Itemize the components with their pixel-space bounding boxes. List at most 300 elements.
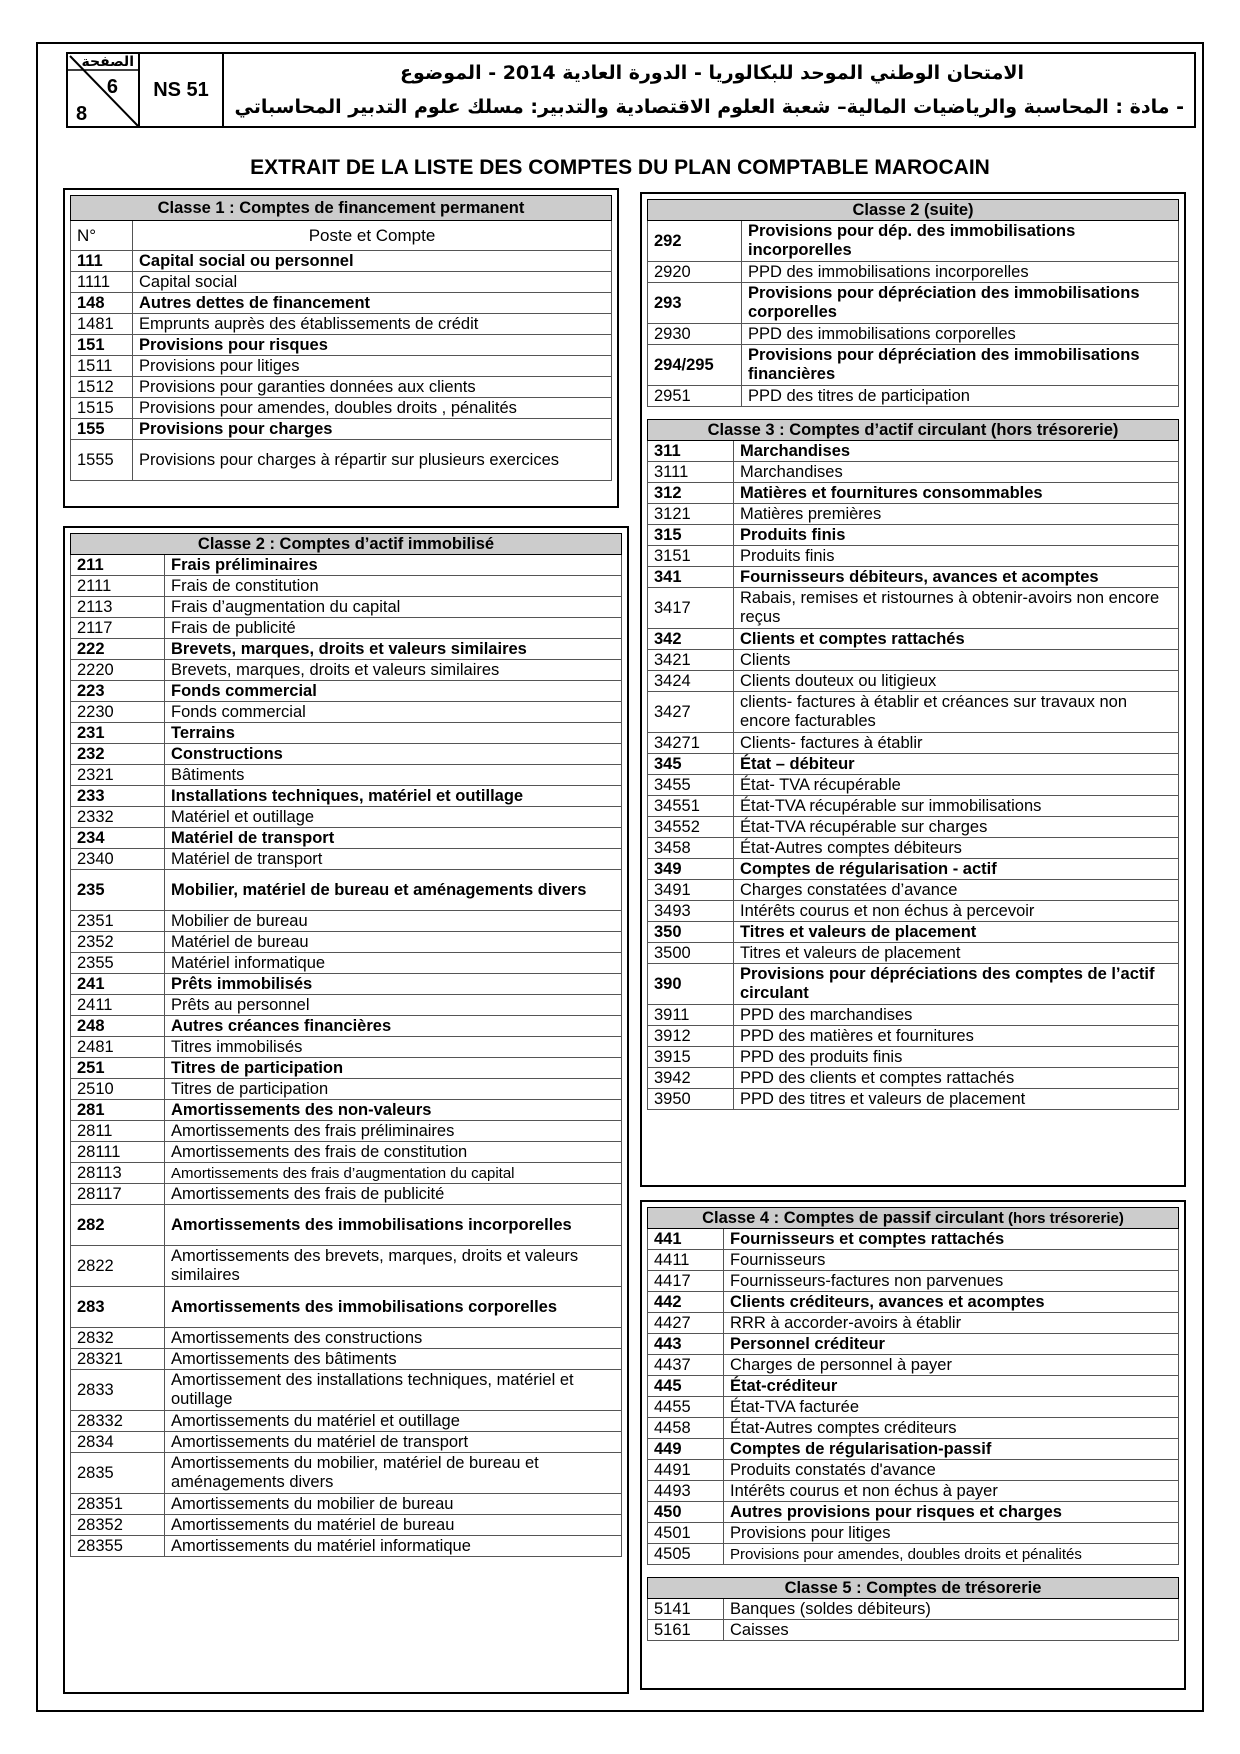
account-row	[71, 974, 622, 995]
account-row	[648, 221, 1179, 262]
account-number: 2834	[71, 1432, 165, 1453]
account-number: 1515	[71, 398, 133, 419]
account-number: 311	[648, 441, 734, 462]
account-number: 234	[71, 828, 165, 849]
account-label: Autres provisions pour risques et charges	[724, 1502, 1179, 1523]
account-row	[71, 576, 622, 597]
classe4-5-section	[640, 1200, 1186, 1690]
classe5-caption: Classe 5 : Comptes de trésorerie	[648, 1578, 1179, 1599]
account-label: Banques (soldes débiteurs)	[724, 1599, 1179, 1620]
account-number: 2811	[71, 1121, 165, 1142]
account-label: Emprunts auprès des établissements de crédit	[133, 314, 612, 335]
account-label: Amortissements des brevets, marques, droits et valeurs similaires	[165, 1246, 622, 1287]
page-label: الصفحة	[81, 54, 134, 70]
account-row	[648, 629, 1179, 650]
account-label: Frais d’augmentation du capital	[165, 597, 622, 618]
account-row	[648, 345, 1179, 386]
account-row	[648, 775, 1179, 796]
account-row	[71, 786, 622, 807]
account-label: Brevets, marques, droits et valeurs similaires	[165, 639, 622, 660]
account-number: 3421	[648, 650, 734, 671]
account-row	[71, 1453, 622, 1494]
account-row	[648, 1418, 1179, 1439]
account-row	[648, 1005, 1179, 1026]
account-label: Matériel informatique	[165, 953, 622, 974]
account-row	[71, 398, 612, 419]
account-row	[648, 1544, 1179, 1565]
account-number: 3912	[648, 1026, 734, 1047]
account-number: 4417	[648, 1271, 724, 1292]
account-row	[71, 932, 622, 953]
account-label: Clients	[734, 650, 1179, 671]
exam-title-line: الامتحان الوطني الموحد للبكالوريا - الدورة العادية 2014 - الموضوع	[400, 62, 1024, 84]
exam-subject-line: - مادة : المحاسبة والرياضيات المالية– شعبة العلوم الاقتصادية والتدبير: مسلك علوم التدبير المحاسباتي	[234, 96, 1184, 118]
account-row	[648, 838, 1179, 859]
account-number: 4427	[648, 1313, 724, 1334]
account-label: Provisions pour dép. des immobilisations incorporelles	[742, 221, 1179, 262]
account-row	[71, 1349, 622, 1370]
account-label: Provisions pour garanties données aux clients	[133, 377, 612, 398]
account-row	[648, 462, 1179, 483]
account-row	[71, 1163, 622, 1184]
account-label: Clients créditeurs, avances et acomptes	[724, 1292, 1179, 1313]
account-label: Fournisseurs	[724, 1250, 1179, 1271]
account-label: Capital social ou personnel	[133, 251, 612, 272]
account-number: 3493	[648, 901, 734, 922]
account-number: 1512	[71, 377, 133, 398]
account-number: 450	[648, 1502, 724, 1523]
account-row	[648, 1313, 1179, 1334]
account-number: 155	[71, 419, 133, 440]
classe4-table	[647, 1207, 1179, 1565]
account-number: 315	[648, 525, 734, 546]
account-row	[648, 964, 1179, 1005]
account-row	[71, 702, 622, 723]
account-label: Intérêts courus et non échus à percevoir	[734, 901, 1179, 922]
account-label: PPD des matières et fournitures	[734, 1026, 1179, 1047]
account-label: Matériel de transport	[165, 849, 622, 870]
account-label: Amortissements des constructions	[165, 1328, 622, 1349]
account-number: 2340	[71, 849, 165, 870]
account-number: 251	[71, 1058, 165, 1079]
account-label: Installations techniques, matériel et outillage	[165, 786, 622, 807]
account-row	[648, 1068, 1179, 1089]
account-label: Mobilier, matériel de bureau et aménagements divers	[165, 870, 622, 911]
account-label: Capital social	[133, 272, 612, 293]
account-number: 2832	[71, 1328, 165, 1349]
account-number: 1555	[71, 440, 133, 481]
account-number: 312	[648, 483, 734, 504]
account-row	[71, 1287, 622, 1328]
account-row	[648, 324, 1179, 345]
account-label: PPD des immobilisations incorporelles	[742, 262, 1179, 283]
account-label: clients- factures à établir et créances sur travaux non encore facturables	[734, 692, 1179, 733]
account-number: 4411	[648, 1250, 724, 1271]
account-row	[648, 588, 1179, 629]
account-label: Matériel de transport	[165, 828, 622, 849]
account-number: 3455	[648, 775, 734, 796]
account-label: Mobilier de bureau	[165, 911, 622, 932]
account-number: 2352	[71, 932, 165, 953]
account-row	[648, 817, 1179, 838]
account-number: 34551	[648, 796, 734, 817]
account-label: Amortissements du mobilier, matériel de bureau et aménagements divers	[165, 1453, 622, 1494]
account-row	[71, 1100, 622, 1121]
account-number: 445	[648, 1376, 724, 1397]
account-row	[648, 1292, 1179, 1313]
account-row	[648, 754, 1179, 775]
account-label: Provisions pour litiges	[724, 1523, 1179, 1544]
account-label: Titres de participation	[165, 1079, 622, 1100]
account-label: Terrains	[165, 723, 622, 744]
account-label: Amortissements des frais préliminaires	[165, 1121, 622, 1142]
account-number: 2332	[71, 807, 165, 828]
account-row	[71, 1079, 622, 1100]
account-number: 248	[71, 1016, 165, 1037]
account-label: Frais de constitution	[165, 576, 622, 597]
account-row	[71, 1205, 622, 1246]
account-row	[648, 922, 1179, 943]
account-row	[71, 870, 622, 911]
classe3-table	[647, 419, 1179, 1110]
account-number: 390	[648, 964, 734, 1005]
account-label: PPD des titres de participation	[742, 386, 1179, 407]
account-label: Produits constatés d'avance	[724, 1460, 1179, 1481]
account-row	[648, 262, 1179, 283]
account-number: 443	[648, 1334, 724, 1355]
account-label: Titres et valeurs de placement	[734, 943, 1179, 964]
account-number: 211	[71, 555, 165, 576]
account-label: Amortissements du mobilier de bureau	[165, 1494, 622, 1515]
account-label: Intérêts courus et non échus à payer	[724, 1481, 1179, 1502]
account-number: 4505	[648, 1544, 724, 1565]
account-label: PPD des produits finis	[734, 1047, 1179, 1068]
exam-code: NS 51	[140, 52, 224, 128]
account-row	[648, 1502, 1179, 1523]
account-number: 241	[71, 974, 165, 995]
account-number: 2833	[71, 1370, 165, 1411]
classe4-caption-main: Classe 4 : Comptes de passif circulant	[702, 1208, 1004, 1227]
account-number: 1481	[71, 314, 133, 335]
account-row	[71, 1494, 622, 1515]
account-number: 342	[648, 629, 734, 650]
account-number: 2117	[71, 618, 165, 639]
account-number: 3915	[648, 1047, 734, 1068]
account-number: 28111	[71, 1142, 165, 1163]
page-number-box	[66, 52, 140, 128]
account-row	[71, 953, 622, 974]
account-label: Provisions pour dépréciations des comptes de l’actif circulant	[734, 964, 1179, 1005]
account-label: Amortissements des immobilisations incorporelles	[165, 1205, 622, 1246]
account-number: 3911	[648, 1005, 734, 1026]
account-number: 441	[648, 1229, 724, 1250]
account-row	[648, 733, 1179, 754]
account-number: 5141	[648, 1599, 724, 1620]
account-label: Titres et valeurs de placement	[734, 922, 1179, 943]
account-row	[71, 723, 622, 744]
account-row	[71, 440, 612, 481]
account-label: Marchandises	[734, 462, 1179, 483]
account-number: 3111	[648, 462, 734, 483]
account-number: 28351	[71, 1494, 165, 1515]
account-label: État-TVA récupérable sur immobilisations	[734, 796, 1179, 817]
account-row	[648, 859, 1179, 880]
account-number: 3491	[648, 880, 734, 901]
classe1-table	[70, 195, 612, 481]
classe2-caption: Classe 2 : Comptes d’actif immobilisé	[71, 534, 622, 555]
account-number: 28117	[71, 1184, 165, 1205]
account-label: Amortissements du matériel de transport	[165, 1432, 622, 1453]
account-number: 3424	[648, 671, 734, 692]
account-row	[648, 283, 1179, 324]
account-row	[648, 1376, 1179, 1397]
account-row	[71, 1328, 622, 1349]
account-label: Clients et comptes rattachés	[734, 629, 1179, 650]
account-row	[71, 1121, 622, 1142]
account-label: État – débiteur	[734, 754, 1179, 775]
account-label: Clients- factures à établir	[734, 733, 1179, 754]
account-label: Matériel de bureau	[165, 932, 622, 953]
col-label-header: Poste et Compte	[133, 221, 612, 251]
classe2-3-section	[640, 192, 1186, 1187]
account-label: Amortissements des immobilisations corporelles	[165, 1287, 622, 1328]
account-number: 223	[71, 681, 165, 702]
account-row	[648, 567, 1179, 588]
classe2-suite-caption: Classe 2 (suite)	[648, 200, 1179, 221]
account-number: 2111	[71, 576, 165, 597]
account-label: État-Autres comptes créditeurs	[724, 1418, 1179, 1439]
account-number: 349	[648, 859, 734, 880]
account-number: 233	[71, 786, 165, 807]
account-row	[71, 681, 622, 702]
account-number: 1511	[71, 356, 133, 377]
account-number: 4455	[648, 1397, 724, 1418]
exam-header-arabic	[224, 52, 1196, 128]
page-number: 6	[106, 76, 118, 98]
account-row	[71, 618, 622, 639]
account-row	[71, 1536, 622, 1557]
account-row	[648, 650, 1179, 671]
col-number-header: N°	[71, 221, 133, 251]
account-label: Fournisseurs-factures non parvenues	[724, 1271, 1179, 1292]
page-total: 8	[76, 103, 88, 125]
classe2-table	[70, 533, 622, 1557]
account-row	[648, 386, 1179, 407]
account-number: 3458	[648, 838, 734, 859]
account-label: Clients douteux ou litigieux	[734, 671, 1179, 692]
account-label: Matériel et outillage	[165, 807, 622, 828]
account-row	[648, 483, 1179, 504]
account-label: Produits finis	[734, 525, 1179, 546]
account-number: 2411	[71, 995, 165, 1016]
account-row	[648, 1599, 1179, 1620]
account-number: 341	[648, 567, 734, 588]
account-row	[648, 1620, 1179, 1641]
account-label: Amortissements des frais de constitution	[165, 1142, 622, 1163]
account-label: Comptes de régularisation - actif	[734, 859, 1179, 880]
account-number: 3500	[648, 943, 734, 964]
account-row	[648, 1481, 1179, 1502]
account-row	[71, 807, 622, 828]
account-number: 34552	[648, 817, 734, 838]
account-row	[71, 1515, 622, 1536]
account-number: 2920	[648, 262, 742, 283]
account-label: Amortissements du matériel et outillage	[165, 1411, 622, 1432]
account-label: Provisions pour dépréciation des immobilisations financières	[742, 345, 1179, 386]
account-row	[71, 293, 612, 314]
account-label: Autres créances financières	[165, 1016, 622, 1037]
account-number: 4493	[648, 1481, 724, 1502]
account-number: 28321	[71, 1349, 165, 1370]
classe1-section	[63, 188, 619, 508]
account-number: 111	[71, 251, 133, 272]
account-label: Provisions pour litiges	[133, 356, 612, 377]
account-row	[648, 1047, 1179, 1068]
account-label: Frais préliminaires	[165, 555, 622, 576]
account-number: 281	[71, 1100, 165, 1121]
account-label: Fournisseurs débiteurs, avances et acomptes	[734, 567, 1179, 588]
account-label: Amortissements du matériel informatique	[165, 1536, 622, 1557]
account-label: Amortissements du matériel de bureau	[165, 1515, 622, 1536]
account-row	[71, 597, 622, 618]
account-number: 292	[648, 221, 742, 262]
account-number: 2230	[71, 702, 165, 723]
account-number: 2351	[71, 911, 165, 932]
page-title: EXTRAIT DE LA LISTE DES COMPTES DU PLAN COMPTABLE MAROCAIN	[250, 156, 990, 179]
account-row	[648, 943, 1179, 964]
account-row	[648, 692, 1179, 733]
account-label: Titres immobilisés	[165, 1037, 622, 1058]
account-label: Brevets, marques, droits et valeurs similaires	[165, 660, 622, 681]
account-row	[71, 1411, 622, 1432]
account-label: Amortissements des non-valeurs	[165, 1100, 622, 1121]
account-label: PPD des marchandises	[734, 1005, 1179, 1026]
classe4-caption-note: (hors trésorerie)	[1003, 1209, 1124, 1227]
account-row	[71, 555, 622, 576]
account-number: 2481	[71, 1037, 165, 1058]
account-number: 282	[71, 1205, 165, 1246]
account-number: 28332	[71, 1411, 165, 1432]
account-label: Provisions pour risques	[133, 335, 612, 356]
account-label: Amortissements des bâtiments	[165, 1349, 622, 1370]
account-number: 3121	[648, 504, 734, 525]
account-row	[71, 1370, 622, 1411]
account-number: 1111	[71, 272, 133, 293]
account-number: 2835	[71, 1453, 165, 1494]
account-row	[71, 335, 612, 356]
account-number: 294/295	[648, 345, 742, 386]
account-row	[71, 911, 622, 932]
account-number: 4501	[648, 1523, 724, 1544]
account-row	[71, 1016, 622, 1037]
account-number: 283	[71, 1287, 165, 1328]
account-number: 2220	[71, 660, 165, 681]
account-label: Provisions pour dépréciation des immobilisations corporelles	[742, 283, 1179, 324]
account-row	[648, 796, 1179, 817]
account-row	[71, 1432, 622, 1453]
account-row	[71, 744, 622, 765]
account-number: 28352	[71, 1515, 165, 1536]
account-number: 222	[71, 639, 165, 660]
account-number: 2951	[648, 386, 742, 407]
account-number: 2321	[71, 765, 165, 786]
account-row	[648, 1250, 1179, 1271]
account-label: État-TVA facturée	[724, 1397, 1179, 1418]
account-row	[71, 1184, 622, 1205]
account-label: Titres de participation	[165, 1058, 622, 1079]
account-row	[648, 1397, 1179, 1418]
account-row	[71, 765, 622, 786]
account-label: Bâtiments	[165, 765, 622, 786]
account-label: Fonds commercial	[165, 702, 622, 723]
account-label: Constructions	[165, 744, 622, 765]
account-row	[648, 1089, 1179, 1110]
account-label: RRR à accorder-avoirs à établir	[724, 1313, 1179, 1334]
account-number: 2822	[71, 1246, 165, 1287]
account-label: Frais de publicité	[165, 618, 622, 639]
account-label: PPD des clients et comptes rattachés	[734, 1068, 1179, 1089]
account-row	[71, 639, 622, 660]
account-number: 4458	[648, 1418, 724, 1439]
account-number: 2510	[71, 1079, 165, 1100]
account-label: Produits finis	[734, 546, 1179, 567]
account-number: 2113	[71, 597, 165, 618]
account-row	[71, 314, 612, 335]
account-number: 28113	[71, 1163, 165, 1184]
account-label: Caisses	[724, 1620, 1179, 1641]
account-row	[648, 504, 1179, 525]
account-row	[648, 441, 1179, 462]
account-row	[648, 1460, 1179, 1481]
account-label: Provisions pour charges à répartir sur plusieurs exercices	[133, 440, 612, 481]
account-number: 3151	[648, 546, 734, 567]
account-row	[648, 1355, 1179, 1376]
account-row	[648, 1229, 1179, 1250]
account-row	[648, 671, 1179, 692]
account-row	[71, 1058, 622, 1079]
account-number: 2355	[71, 953, 165, 974]
account-row	[71, 995, 622, 1016]
account-label: Marchandises	[734, 441, 1179, 462]
account-number: 148	[71, 293, 133, 314]
account-label: Provisions pour charges	[133, 419, 612, 440]
account-row	[71, 419, 612, 440]
account-row	[71, 1246, 622, 1287]
account-row	[71, 377, 612, 398]
account-label: Personnel créditeur	[724, 1334, 1179, 1355]
account-number: 34271	[648, 733, 734, 754]
account-label: État-Autres comptes débiteurs	[734, 838, 1179, 859]
account-row	[648, 546, 1179, 567]
account-number: 4437	[648, 1355, 724, 1376]
account-number: 231	[71, 723, 165, 744]
account-number: 449	[648, 1439, 724, 1460]
account-row	[648, 1026, 1179, 1047]
account-number: 232	[71, 744, 165, 765]
account-label: Charges constatées d’avance	[734, 880, 1179, 901]
account-label: Charges de personnel à payer	[724, 1355, 1179, 1376]
account-label: Amortissements des frais d’augmentation du capital	[165, 1163, 622, 1184]
account-label: État-créditeur	[724, 1376, 1179, 1397]
classe5-table	[647, 1577, 1179, 1641]
account-label: Comptes de régularisation-passif	[724, 1439, 1179, 1460]
account-label: Rabais, remises et ristournes à obtenir-avoirs non encore reçus	[734, 588, 1179, 629]
account-number: 3427	[648, 692, 734, 733]
account-number: 28355	[71, 1536, 165, 1557]
classe2-suite-table	[647, 199, 1179, 407]
account-row	[71, 660, 622, 681]
account-row	[71, 1142, 622, 1163]
